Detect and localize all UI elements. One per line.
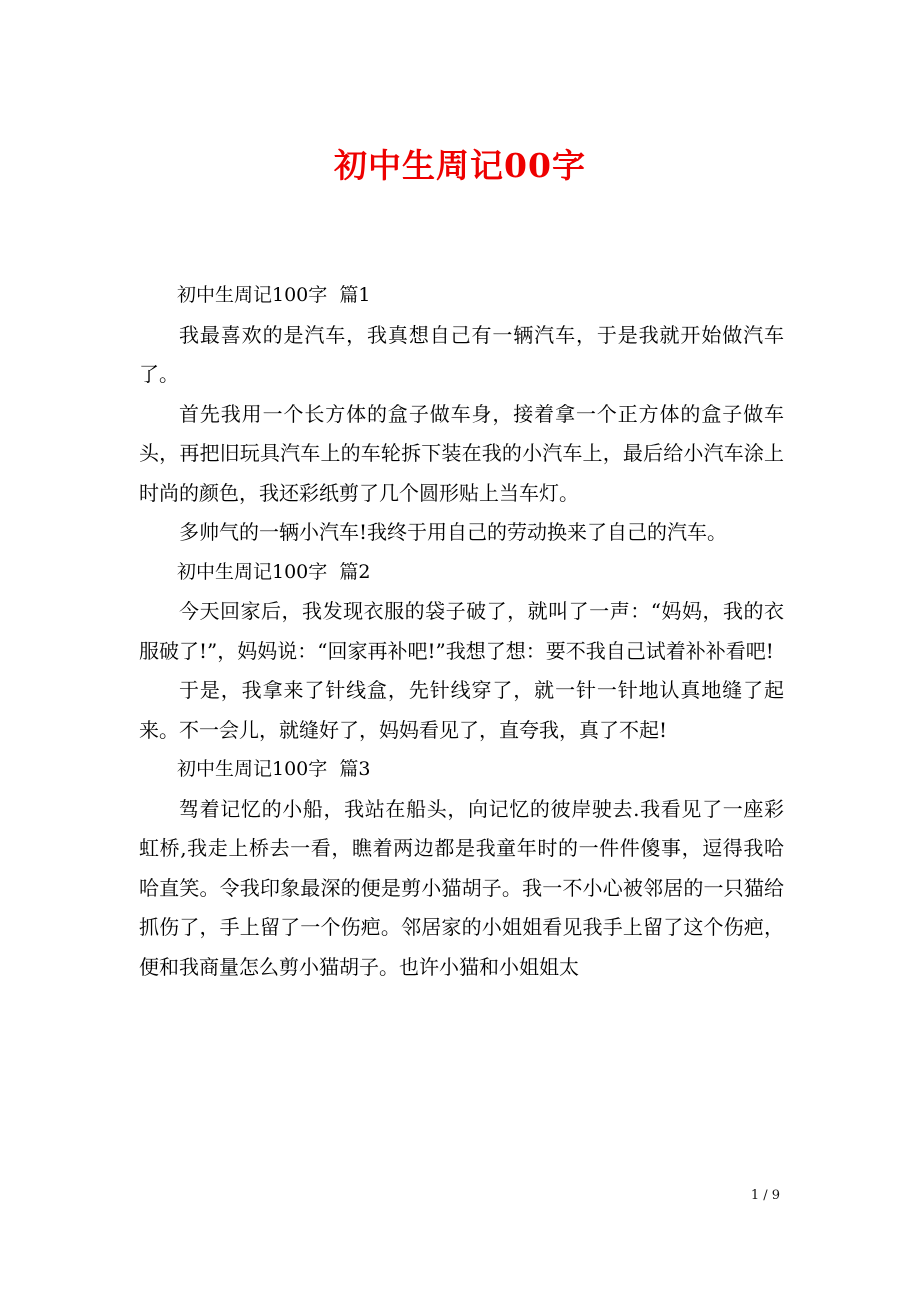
section-heading: 初中生周记100字 篇2 [177, 560, 371, 583]
document-title: 初中生周记00字 [334, 146, 586, 185]
page-number: 1 / 9 [750, 1188, 780, 1203]
section-heading: 初中生周记100字 篇3 [177, 758, 371, 780]
paragraph: 驾着记忆的小船，我站在船头，向记忆的彼岸驶去.我看见了一座彩虹桥,我走上桥去一看，瞧着两边都是我童年时的一件件傻事，逗得我哈哈直笑。令我印象最深的便是剪小猫胡子。我一不小心被邻居的一只猫给抓伤了，手上留了一个伤疤。邻居家的小姐姐看见我手上留了这个伤疤，便和我商量怎么剪小猫胡子。也许小猫和小姐姐太 [139, 796, 784, 979]
paragraph: 我最喜欢的是汽车，我真想自己有一辆汽车，于是我就开始做汽车了。 [139, 322, 784, 386]
paragraph: 多帅气的一辆小汽车!我终于用自己的劳动换来了自己的汽车。 [179, 520, 728, 544]
section-heading: 初中生周记100字 篇1 [177, 284, 371, 306]
paragraph: 首先我用一个长方体的盒子做车身，接着拿一个正方体的盒子做车头，再把旧玩具汽车上的车轮拆下装在我的小汽车上，最后给小汽车涂上时尚的颜色，我还彩纸剪了几个圆形贴上当车灯。 [139, 401, 784, 505]
paragraph: 于是，我拿来了针线盒，先针线穿了，就一针一针地认真地缝了起来。不一会儿，就缝好了，妈妈看见了，直夸我，真了不起! [139, 678, 784, 742]
document-body [139, 276, 784, 987]
paragraph: 今天回家后，我发现衣服的袋子破了，就叫了一声：“妈妈，我的衣服破了!”，妈妈说：“回家再补吧!”我想了想：要不我自己试着补补看吧! [139, 599, 784, 663]
